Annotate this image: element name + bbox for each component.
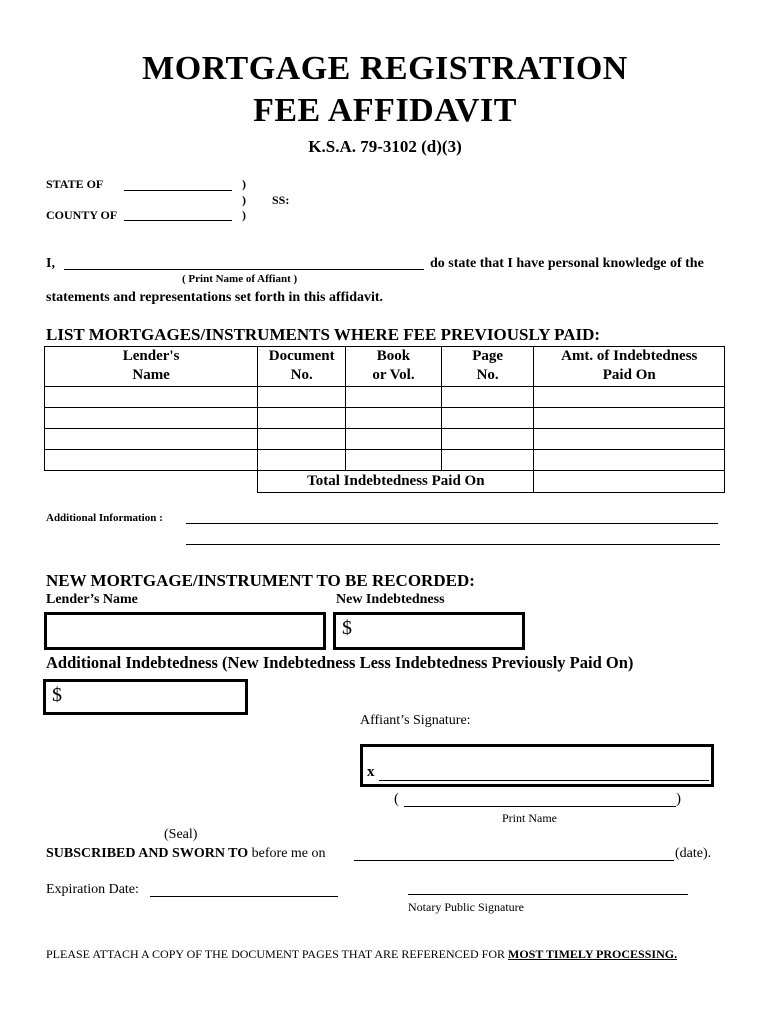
table-cell[interactable] [258,387,346,408]
table-cell[interactable] [346,408,442,429]
table-cell[interactable] [258,429,346,450]
ss-label: SS: [272,193,290,207]
table-cell[interactable] [346,450,442,471]
table-cell[interactable] [441,429,534,450]
currency-symbol: $ [342,617,352,639]
table-row [45,387,725,408]
print-name-label: Print Name [502,811,557,825]
footer-text: PLEASE ATTACH A COPY OF THE DOCUMENT PAGES THAT ARE REFERENCED FOR [46,947,506,961]
currency-symbol: $ [52,684,62,706]
state-line[interactable] [124,190,232,191]
expiration-date-line[interactable] [150,896,338,897]
table-cell[interactable] [45,429,258,450]
table-cell[interactable] [346,387,442,408]
new-indebtedness-field[interactable] [333,612,525,650]
statement-suffix: do state that I have personal knowledge of the [430,256,704,271]
print-name-close-paren: ) [676,791,681,807]
table-cell[interactable] [45,387,258,408]
table-row [45,408,725,429]
notary-signature-label: Notary Public Signature [408,900,524,914]
statement-prefix: I, [46,256,55,271]
additional-info-line-1[interactable] [186,523,718,524]
table-cell[interactable] [534,408,725,429]
table-cell[interactable] [441,408,534,429]
venue-paren-2: ) [242,193,246,207]
notary-signature-line[interactable] [408,894,688,895]
table-cell[interactable] [258,408,346,429]
col-header-book: Book or Vol. [346,347,442,387]
table-cell[interactable] [534,387,725,408]
table-cell[interactable] [534,429,725,450]
print-name-open-paren: ( [394,791,399,807]
sworn-date-line[interactable] [354,860,674,861]
venue-paren-1: ) [242,177,246,191]
date-label: (date). [675,846,712,861]
seal-label: (Seal) [164,827,198,842]
new-section-heading: NEW MORTGAGE/INSTRUMENT TO BE RECORDED: [46,571,475,590]
col-header-lender: Lender's Name [45,347,258,387]
affiant-signature-box[interactable] [360,744,714,787]
table-cell[interactable] [441,450,534,471]
affiant-signature-label: Affiant’s Signature: [360,713,471,728]
total-row [45,471,725,493]
print-name-caption: ( Print Name of Affiant ) [182,273,298,285]
sworn-rest-text: before me on [251,846,326,861]
footer-note [46,947,677,962]
previous-section-heading: LIST MORTGAGES/INSTRUMENTS WHERE FEE PREVIOUSLY PAID: [46,325,601,344]
lender-name-field[interactable] [44,612,326,650]
col-header-page: Page No. [441,347,534,387]
signature-line [379,780,709,781]
sworn-statement [46,846,326,862]
venue-paren-3: ) [242,208,246,222]
new-indebtedness-label: New Indebtedness [336,592,445,607]
lender-name-label: Lender’s Name [46,592,138,607]
table-cell[interactable] [346,429,442,450]
form-title-line1: MORTGAGE REGISTRATION [142,50,628,87]
col-header-amount: Amt. of Indebtedness Paid On [534,347,725,387]
affiant-name-line[interactable] [64,269,424,270]
affiant-print-name-line[interactable] [404,806,676,807]
signature-x-mark: x [367,764,375,780]
county-of-label: COUNTY OF [46,208,118,222]
total-value-cell[interactable] [534,471,725,493]
table-row [45,429,725,450]
table-cell[interactable] [45,450,258,471]
sworn-bold-text: SUBSCRIBED AND SWORN TO [46,846,249,861]
expiration-date-label: Expiration Date: [46,882,139,897]
col-header-document: Document No. [258,347,346,387]
table-cell[interactable] [258,450,346,471]
total-spacer [45,471,258,493]
statute-reference: K.S.A. 79-3102 (d)(3) [308,137,462,156]
table-cell[interactable] [45,408,258,429]
statement-line2: statements and representations set forth in this affidavit. [46,290,384,305]
additional-indebtedness-field[interactable] [43,679,248,715]
county-line[interactable] [124,220,232,221]
table-row [45,450,725,471]
total-label: Total Indebtedness Paid On [258,471,534,493]
form-title-line2: FEE AFFIDAVIT [253,92,517,129]
previous-mortgages-table [44,346,725,493]
additional-indebtedness-heading: Additional Indebtedness (New Indebtedness Less Indebtedness Previously Paid On) [46,653,634,672]
additional-info-label: Additional Information : [46,512,163,524]
state-of-label: STATE OF [46,177,104,191]
table-cell[interactable] [441,387,534,408]
table-header-row [45,347,725,387]
footer-emphasis: MOST TIMELY PROCESSING. [508,947,678,961]
additional-info-line-2[interactable] [186,544,720,545]
table-cell[interactable] [534,450,725,471]
